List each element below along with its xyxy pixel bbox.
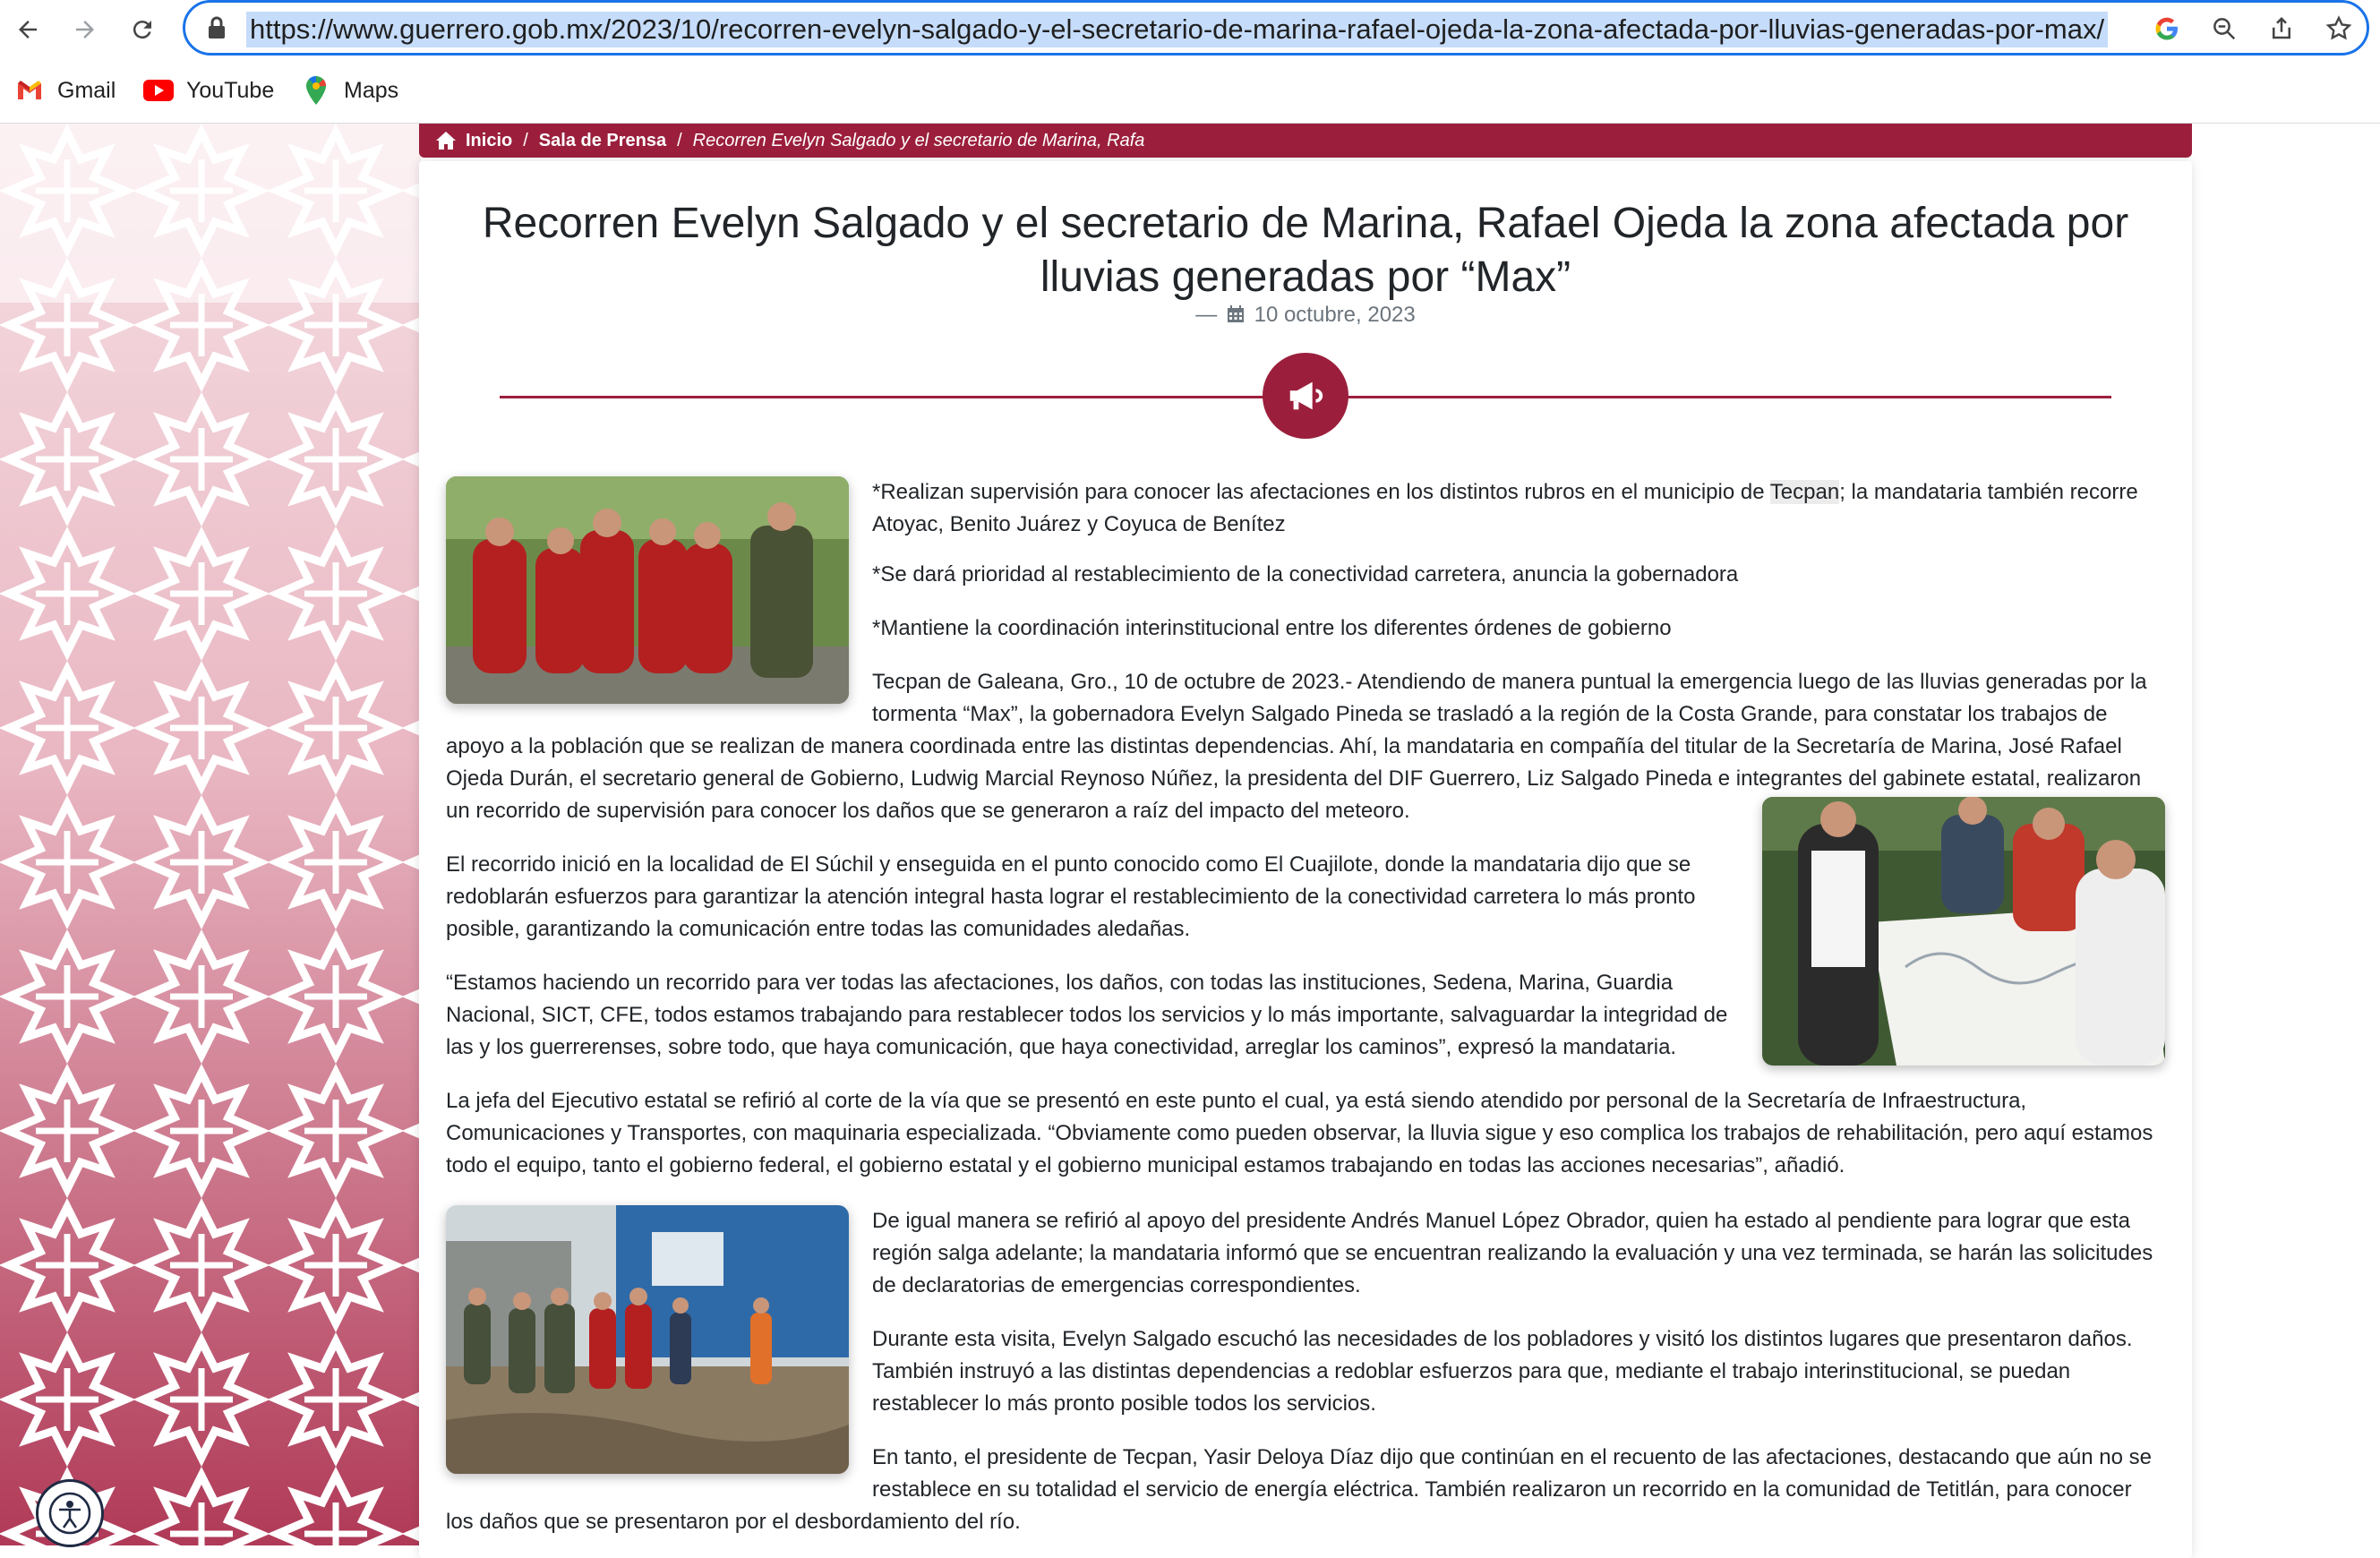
- paragraph-intro-line-3: apoyo a la población que se realizan de manera coordinada entre las distintas dependencias. Ahí, la mandataria en compañía del titular de la Secretaría de Marina, José Rafael: [446, 734, 2122, 758]
- date-prefix: —: [1195, 303, 1218, 327]
- article-title: Recorren Evelyn Salgado y el secretario de Marina, Rafael Ojeda la zona afectada por lluvias generadas por “Max”: [482, 200, 2129, 301]
- arrow-right-icon: [72, 16, 98, 43]
- paragraph-apoyo: De igual manera se refirió al apoyo del presidente Andrés Manuel López Obrador, quien ha estado al pendiente para lograr que esta región salga adelante; la mandataria informó que se encuentran realizando la evaluación y una vez terminada, se harán las solicitudes de declaratorias de emergencias correspondientes.: [872, 1209, 2153, 1297]
- bookmark-maps[interactable]: [301, 70, 398, 111]
- zoom-icon[interactable]: [2207, 12, 2241, 46]
- address-bar[interactable]: [183, 0, 2369, 56]
- maps-icon: [301, 78, 331, 103]
- paragraph-intro-line-4: Ojeda Durán, el secretario general de Gobierno, Ludwig Marcial Reynoso Núñez, la presidenta del DIF Guerrero, Liz Salgado Pineda e integrantes del gabinete estatal, realizaron: [446, 766, 2142, 791]
- paragraph-visita: Durante esta visita, Evelyn Salgado escuchó las necesidades de los pobladores y visitó los distintos lugares que presentaron daños. También instruyó a las distintas dependencias a redoblar esfuerzos para que, mediante el trabajo interinstitucional, se puedan restablecer lo más pronto posible todos los servicios.: [872, 1327, 2133, 1416]
- back-button[interactable]: [7, 9, 48, 50]
- reload-icon: [129, 16, 156, 43]
- paragraph-bullet-3: *Mantiene la coordinación interinstitucional entre los diferentes órdenes de gobierno: [872, 616, 1672, 640]
- photo-map-review: [1762, 797, 2165, 1066]
- breadcrumb-separator: /: [677, 130, 682, 150]
- text-span: ; la mandataria también recorre Atoyac, Benito Juárez y Coyuca de Benítez: [872, 480, 2138, 536]
- breadcrumb-current: Recorren Evelyn Salgado y el secretario de Marina, Rafa: [692, 130, 1145, 150]
- accessibility-icon: [45, 1488, 95, 1538]
- bookmark-label: YouTube: [186, 77, 275, 103]
- paragraph-quote: “Estamos haciendo un recorrido para ver todas las afectaciones, los daños, con todas las instituciones, Sedena, Marina, Guardia Nacional, SICT, CFE, todos estamos trabajando para restablecer todos los servicios y lo más importante, salvaguardar la integridad de las y los guerrerenses, sobre todo, que haya comunicación, que haya conectividad, arreglar los caminos”, expresó la mandataria.: [446, 971, 1728, 1059]
- gmail-icon: [14, 78, 45, 103]
- article-card: [419, 161, 2192, 1558]
- paragraph-intro-line-1: Tecpan de Galeana, Gro., 10 de octubre de 2023.- Atendiendo de manera puntual la emergencia luego de las lluvias generadas por la: [872, 670, 2147, 694]
- forward-button[interactable]: [64, 9, 106, 50]
- highlighted-word: Tecpan: [1769, 480, 1840, 504]
- paragraph-bullet-1: [872, 476, 2165, 541]
- youtube-icon: [143, 78, 174, 103]
- google-lens-icon[interactable]: [2150, 12, 2184, 46]
- share-icon[interactable]: [2264, 12, 2299, 46]
- paragraph-via: La jefa del Ejecutivo estatal se refirió al corte de la vía que se presentó en este punto el cual, ya está siendo atendido por personal de la Secretaría de Infraestructura, Comunicaciones y Transportes, con maquinaria especializada. “Obviamente como pueden observar, la lluvia sigue y eso complica los trabajos de rehabilitación, pero aquí estamos todo el equipo, tanto el gobierno federal, el gobierno estatal y el gobierno municipal estamos trabajando en todas las acciones necesarias”, añadió.: [446, 1089, 2153, 1177]
- photo-flooded-street: [446, 1205, 849, 1474]
- arrow-left-icon: [14, 16, 41, 43]
- breadcrumb-section-link[interactable]: Sala de Prensa: [538, 130, 667, 150]
- megaphone-icon: [1285, 375, 1326, 416]
- breadcrumb: [419, 124, 2192, 158]
- calendar-icon: [1227, 305, 1245, 323]
- background-pattern: [0, 124, 421, 1545]
- photo-red-raincoats: [446, 476, 849, 704]
- bookmarks-bar: [0, 70, 2380, 111]
- url-text[interactable]: https://www.guerrero.gob.mx/2023/10/recorren-evelyn-salgado-y-el-secretario-de-marina-rafael-ojeda-la-zona-afectada-por-lluvias-generadas-por-max/: [246, 12, 2108, 47]
- reload-button[interactable]: [122, 9, 163, 50]
- bookmark-star-icon[interactable]: [2322, 12, 2356, 46]
- article-date: [419, 303, 2192, 328]
- bookmark-gmail[interactable]: [14, 70, 116, 111]
- text-span: *Realizan supervisión para conocer las afectaciones en los distintos rubros en el municipio de: [872, 480, 1770, 504]
- breadcrumb-separator: /: [523, 130, 528, 150]
- browser-chrome: [0, 0, 2380, 124]
- lock-icon[interactable]: [207, 15, 227, 40]
- bookmark-label: Maps: [344, 77, 399, 103]
- bookmark-youtube[interactable]: [143, 70, 274, 111]
- paragraph-tecpan-line-3: los daños que se presentaron por el desbordamiento del río.: [446, 1510, 1021, 1534]
- paragraph-bullet-2: *Se dará prioridad al restablecimiento de la conectividad carretera, anuncia la gobernadora: [872, 562, 1739, 586]
- accessibility-button[interactable]: [36, 1479, 104, 1547]
- bookmark-label: Gmail: [57, 77, 116, 103]
- paragraph-intro-line-2: tormenta “Max”, la gobernadora Evelyn Salgado Pineda se trasladó a la región de la Costa Grande, para constatar los trabajos de: [872, 702, 2108, 726]
- paragraph-tecpan-line-1: En tanto, el presidente de Tecpan, Yasir Deloya Díaz dijo que continúan en el recuento de las afectaciones, destacando que aún no se: [872, 1445, 2152, 1469]
- paragraph-recorrido: El recorrido inició en la localidad de El Súchil y enseguida en el punto conocido como El Cuajilote, donde la mandataria dijo que se redoblarán esfuerzos para garantizar la atención integral hasta lograr el restablecimiento de la conectividad carretera lo más pronto posible, garantizando la comunicación entre todas las comunidades aledañas.: [446, 852, 1696, 941]
- paragraph-tecpan-line-2: restablece en su totalidad el servicio de energía eléctrica. También realizaron un recorrido en la comunidad de Tetitlán, para conocer: [872, 1477, 2132, 1502]
- home-icon: [435, 131, 457, 150]
- date-text: 10 octubre, 2023: [1254, 303, 1416, 327]
- breadcrumb-home-link[interactable]: Inicio: [466, 130, 513, 150]
- paragraph-intro-line-5: un recorrido de supervisión para conocer los daños que se generaron a raíz del impacto del meteoro.: [446, 799, 1410, 823]
- megaphone-badge: [1263, 353, 1348, 439]
